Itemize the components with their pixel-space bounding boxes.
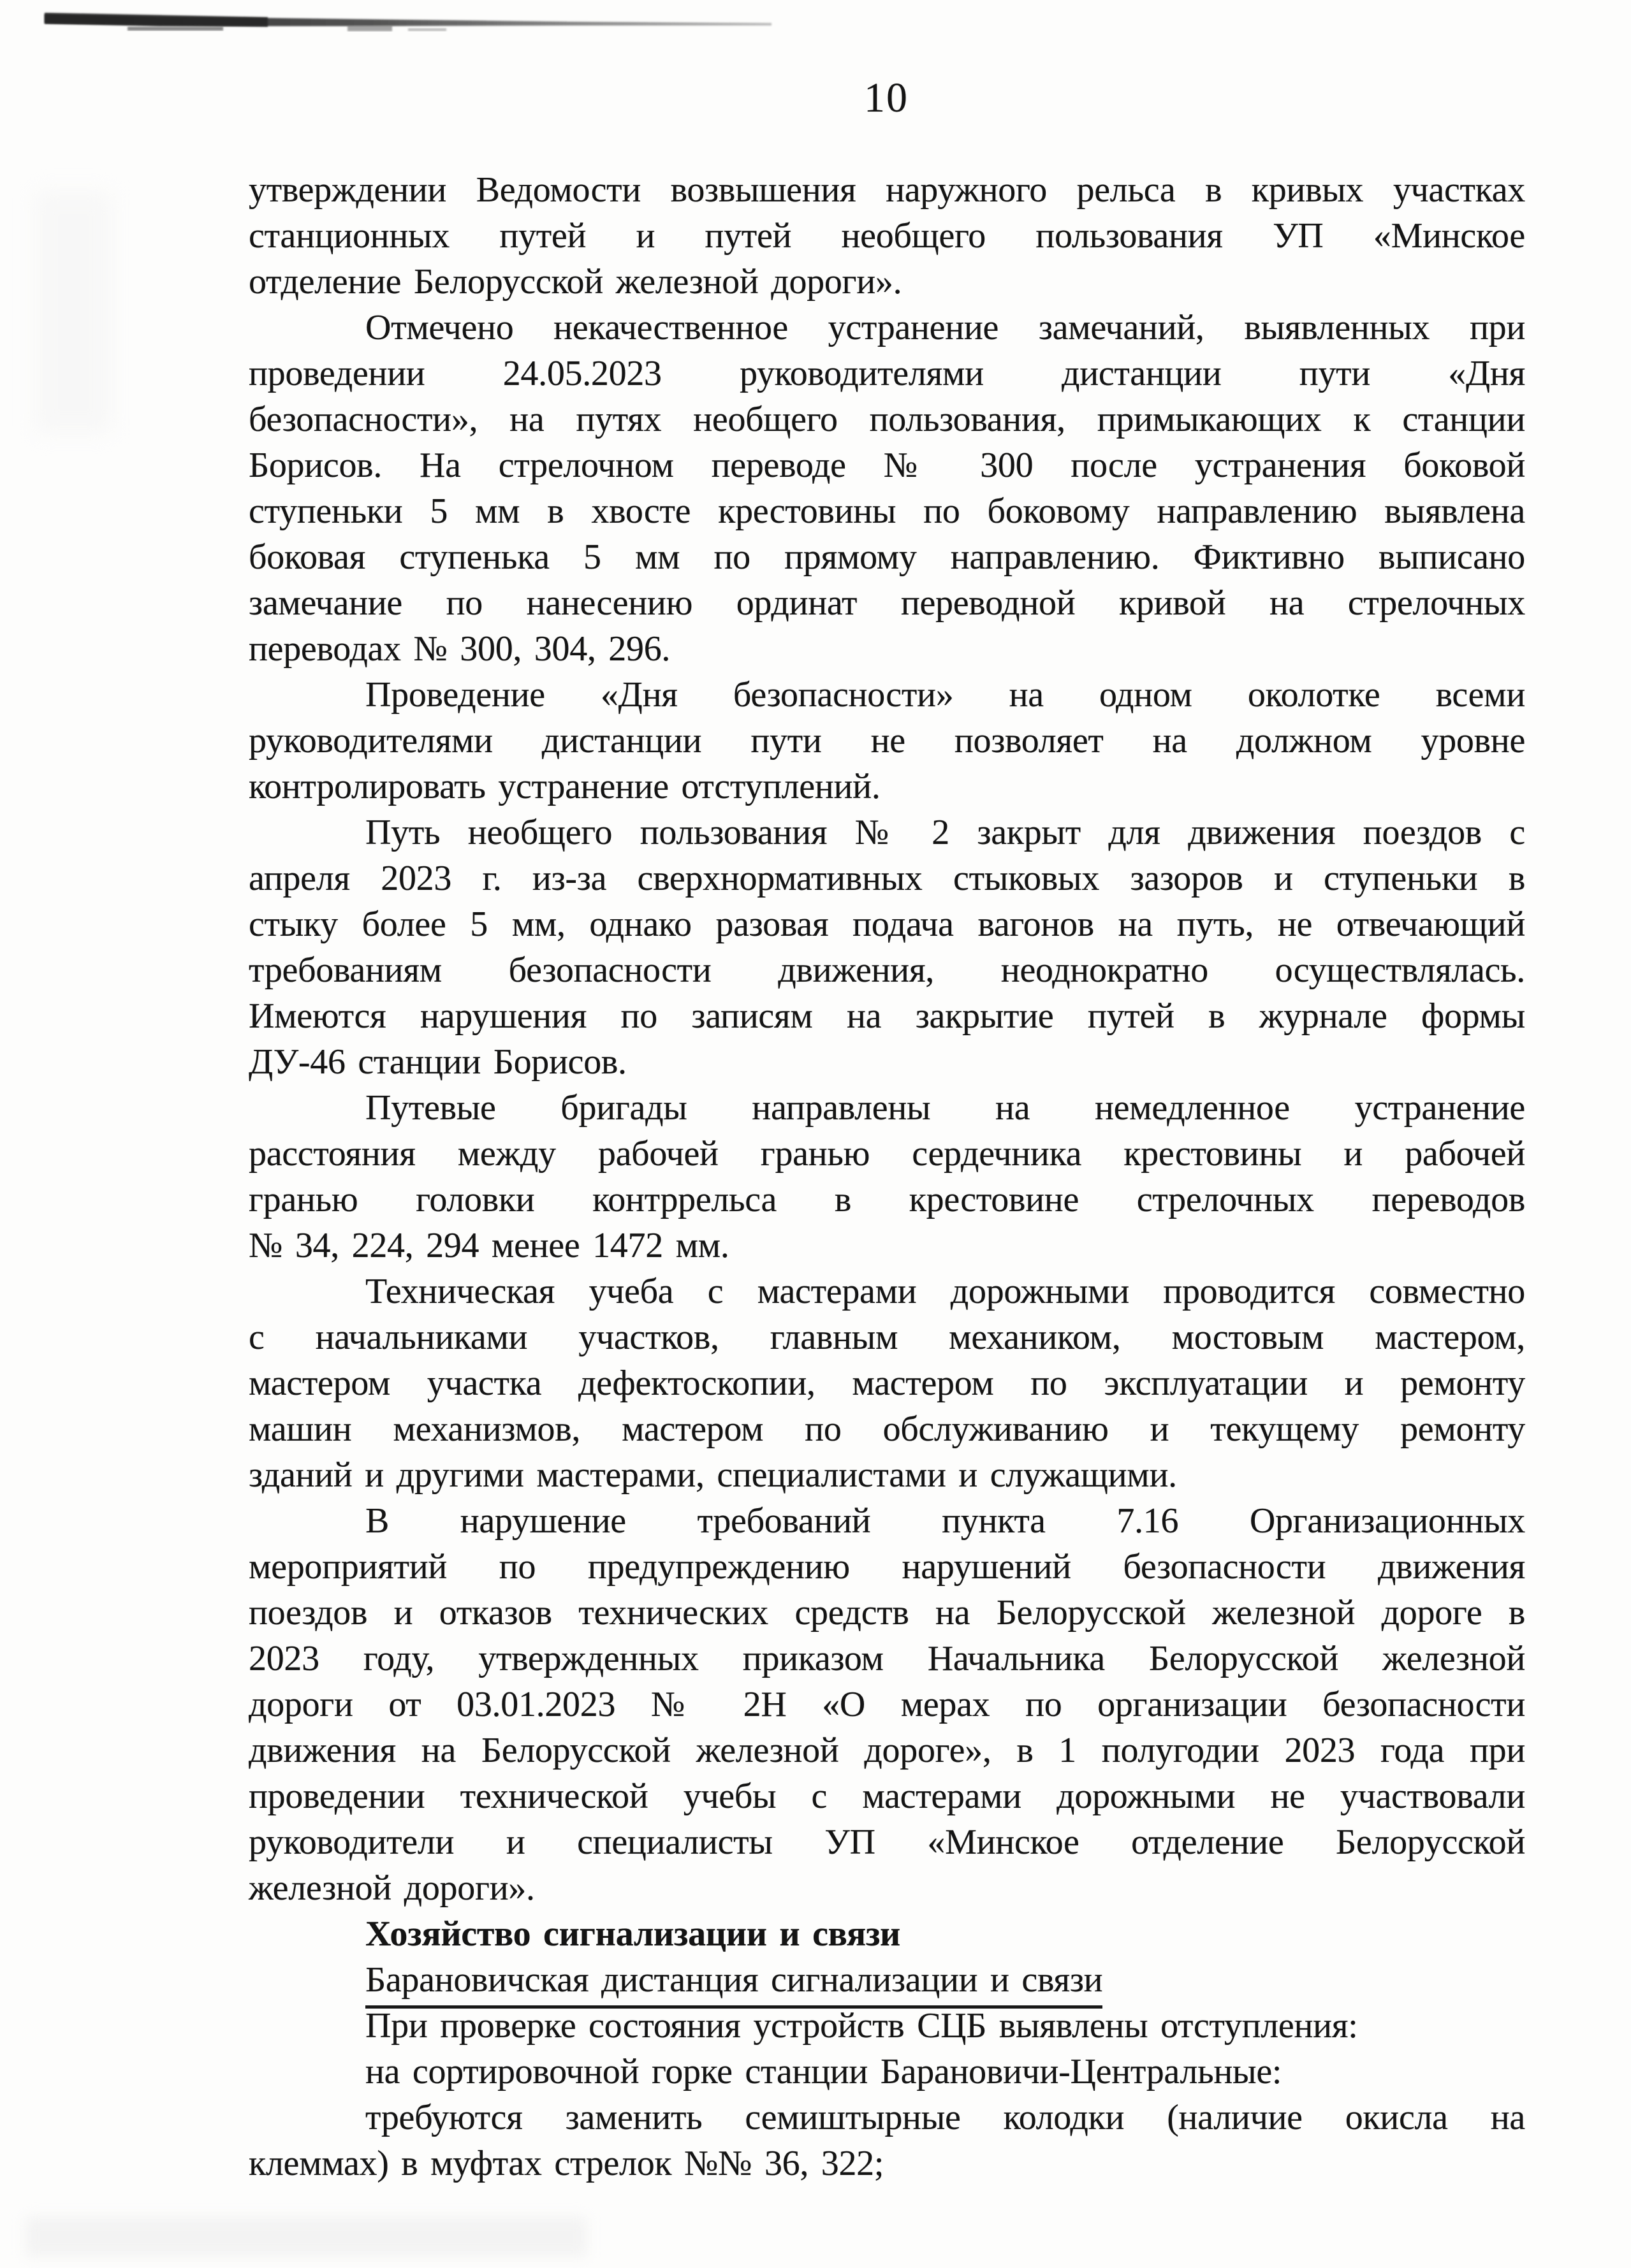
paragraph-violation-716-line-1: В нарушение требований пункта 7.16 Организационных [365, 1501, 1525, 1541]
paragraph-track-brigades-line-1: Путевые бригады направлены на немедленное устранение [365, 1088, 1525, 1128]
paragraph-technical-training-line-5: зданий и другими мастерами, специалистами и служащими. [249, 1455, 1177, 1495]
paragraph-violation-716-line-8: руководители и специалисты УП «Минское отделение Белорусской [249, 1822, 1525, 1862]
paragraph-replace-blocks [249, 2095, 1525, 2186]
paragraph-scb-check [249, 2003, 1525, 2049]
paragraph-continuation-line-3: отделение Белорусской железной дороги». [249, 262, 902, 302]
paragraph-violation-716-line-2: мероприятий по предупреждению нарушений безопасности движения [249, 1547, 1525, 1587]
paragraph-safety-day-line-3: контролировать устранение отступлений. [249, 767, 881, 806]
paragraph-technical-training-line-1: Техническая учеба с мастерами дорожными проводится совместно [365, 1272, 1525, 1311]
paragraph-violation-716-line-3: поездов и отказов технических средств на Белорусской железной дороге в [249, 1593, 1525, 1632]
paragraph-remarks-elimination-line-1: Отмечено некачественное устранение замечаний, выявленных при [365, 308, 1525, 347]
page-number: 10 [864, 75, 909, 121]
paragraph-track-closed-line-1: Путь необщего пользования № 2 закрыт для движения поездов с [365, 813, 1525, 852]
paragraph-track-closed-line-5: Имеются нарушения по записям на закрытие путей в журнале формы [249, 996, 1525, 1036]
paragraph-remarks-elimination-line-6: боковая ступенька 5 мм по прямому направлению. Фиктивно выписано [249, 537, 1525, 577]
paragraph-scb-check-line-1: При проверке состояния устройств СЦБ выявлены отступления: [365, 2006, 1358, 2046]
paragraph-continuation-line-1: утверждении Ведомости возвышения наружного рельса в кривых участках [249, 170, 1525, 210]
paragraph-sorting-hump [249, 2049, 1525, 2095]
paragraph-track-closed-line-3: стыку более 5 мм, однако разовая подача вагонов на путь, не отвечающий [249, 905, 1525, 944]
paragraph-violation-716-line-7: проведении технической учебы с мастерами дорожными не участвовали [249, 1777, 1525, 1816]
paragraph-technical-training-line-3: мастером участка дефектоскопии, мастером по эксплуатации и ремонту [249, 1363, 1525, 1403]
paragraph-track-closed [249, 810, 1525, 1085]
heading-baranovichi-distance [249, 1957, 1525, 2003]
scan-artifact-streak [0, 0, 829, 57]
heading-signal-communication-line-1: Хозяйство сигнализации и связи [365, 1914, 900, 1954]
paragraph-violation-716-line-4: 2023 году, утвержденных приказом Начальника Белорусской железной [249, 1639, 1525, 1678]
paragraph-track-brigades-line-2: расстояния между рабочей гранью сердечника крестовины и рабочей [249, 1134, 1525, 1174]
text-block [249, 167, 1525, 2186]
paragraph-safety-day-line-2: руководителями дистанции пути не позволяет на должном уровне [249, 721, 1525, 760]
paragraph-remarks-elimination-line-5: ступеньки 5 мм в хвосте крестовины по боковому направлению выявлена [249, 491, 1525, 531]
paragraph-remarks-elimination-line-8: переводах № 300, 304, 296. [249, 629, 671, 669]
paragraph-sorting-hump-line-1: на сортировочной горке станции Барановичи-Центральные: [365, 2052, 1282, 2091]
paragraph-remarks-elimination-line-7: замечание по нанесению ординат переводной кривой на стрелочных [249, 583, 1525, 623]
paragraph-safety-day [249, 672, 1525, 810]
paragraph-remarks-elimination-line-3: безопасности», на путях необщего пользования, примыкающих к станции [249, 400, 1525, 439]
paragraph-replace-blocks-line-2: клеммах) в муфтах стрелок №№ 36, 322; [249, 2144, 884, 2183]
paragraph-track-brigades-line-4: № 34, 224, 294 менее 1472 мм. [249, 1226, 729, 1265]
paragraph-track-brigades [249, 1085, 1525, 1268]
paragraph-track-closed-line-4: требованиям безопасности движения, неоднократно осуществлялась. [249, 950, 1525, 990]
paragraph-violation-716-line-5: дороги от 03.01.2023 № 2Н «О мерах по организации безопасности [249, 1685, 1525, 1724]
paragraph-track-closed-line-2: апреля 2023 г. из-за сверхнормативных стыковых зазоров и ступеньки в [249, 859, 1525, 898]
paragraph-technical-training [249, 1268, 1525, 1498]
paragraph-violation-716-line-9: железной дороги». [249, 1868, 535, 1908]
paragraph-remarks-elimination-line-2: проведении 24.05.2023 руководителями дистанции пути «Дня [249, 354, 1525, 393]
heading-baranovichi-distance-line-1 [249, 1957, 1525, 2003]
scan-artifact-band-left [35, 191, 112, 433]
paragraph-track-brigades-line-3: гранью головки контррельса в крестовине стрелочных переводов [249, 1180, 1525, 1219]
paragraph-continuation-line-2: станционных путей и путей необщего пользования УП «Минское [249, 216, 1525, 256]
paragraph-violation-716-line-6: движения на Белорусской железной дороге», в 1 полугодии 2023 года при [249, 1731, 1525, 1770]
paragraph-track-closed-line-6: ДУ-46 станции Борисов. [249, 1042, 627, 1082]
paragraph-remarks-elimination-line-4: Борисов. На стрелочном переводе № 300 после устранения боковой [249, 446, 1525, 485]
paragraph-continuation [249, 167, 1525, 305]
paragraph-safety-day-line-1: Проведение «Дня безопасности» на одном околотке всеми [365, 675, 1525, 715]
heading-baranovichi-distance-underlined-text: Барановичская дистанция сигнализации и связи [365, 1960, 1102, 2009]
heading-signal-communication [249, 1911, 1525, 1957]
scan-artifact-smudge-bottom [26, 2217, 587, 2257]
paragraph-remarks-elimination [249, 305, 1525, 672]
paragraph-technical-training-line-2: с начальниками участков, главным механиком, мостовым мастером, [249, 1318, 1525, 1357]
paragraph-technical-training-line-4: машин механизмов, мастером по обслуживанию и текущему ремонту [249, 1409, 1525, 1449]
paragraph-violation-716 [249, 1498, 1525, 1911]
paragraph-replace-blocks-line-1: требуются заменить семиштырные колодки (наличие окисла на [365, 2098, 1525, 2137]
